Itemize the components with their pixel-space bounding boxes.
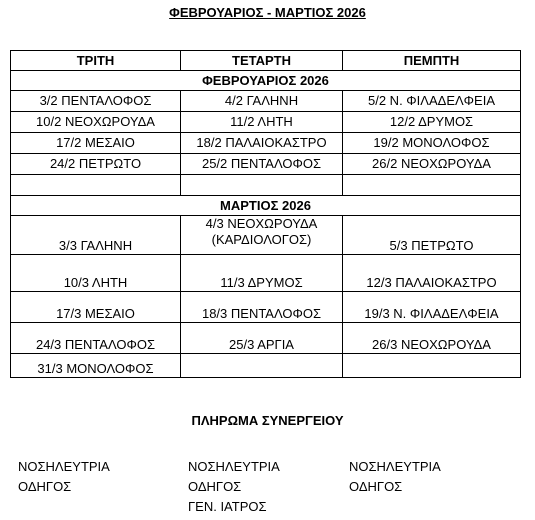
cell-wednesday-note: (ΚΑΡΔΙΟΛΟΓΟΣ) — [211, 232, 312, 247]
cell-thursday: 5/3 ΠΕΤΡΩΤΟ — [343, 216, 521, 255]
cell-wednesday: 11/3 ΔΡΥΜΟΣ — [181, 255, 343, 292]
month-row-march — [11, 196, 521, 216]
cell-tuesday: 17/2 ΜΕΣΑΙΟ — [11, 133, 181, 154]
cell-wednesday: 18/2 ΠΑΛΑΙΟΚΑΣΤΡΟ — [181, 133, 343, 154]
table-row — [11, 323, 521, 354]
cell-tuesday: 24/2 ΠΕΤΡΩΤΟ — [11, 154, 181, 175]
crew-member: ΟΔΗΓΟΣ — [349, 479, 403, 494]
cell-wednesday: 18/3 ΠΕΝΤΑΛΟΦΟΣ — [181, 292, 343, 323]
cell-wednesday: 25/3 ΑΡΓΙΑ — [181, 323, 343, 354]
cell-wednesday: 11/2 ΛΗΤΗ — [181, 112, 343, 133]
month-label-march: ΜΑΡΤΙΟΣ 2026 — [11, 196, 521, 216]
crew-member: ΟΔΗΓΟΣ — [188, 479, 242, 494]
cell-thursday: 5/2 Ν. ΦΙΛΑΔΕΛΦΕΙΑ — [343, 91, 521, 112]
table-row — [11, 292, 521, 323]
cell-tuesday: 10/3 ΛΗΤΗ — [11, 255, 181, 292]
crew-member: ΝΟΣΗΛΕΥΤΡΙΑ — [18, 459, 110, 474]
month-row-february — [11, 71, 521, 91]
cell-wednesday — [181, 175, 343, 196]
table-row — [11, 255, 521, 292]
cell-wednesday-line1: 4/3 ΝΕΟΧΩΡΟΥΔΑ — [205, 216, 318, 231]
schedule-table — [10, 50, 521, 378]
cell-thursday: 26/2 ΝΕΟΧΩΡΟΥΔΑ — [343, 154, 521, 175]
table-row — [11, 112, 521, 133]
crew-member: ΝΟΣΗΛΕΥΤΡΙΑ — [188, 459, 280, 474]
cell-thursday: 19/3 Ν. ΦΙΛΑΔΕΛΦΕΙΑ — [343, 292, 521, 323]
month-label-february: ΦΕΒΡΟΥΑΡΙΟΣ 2026 — [11, 71, 521, 91]
cell-thursday: 19/2 ΜΟΝΟΛΟΦΟΣ — [343, 133, 521, 154]
crew-member: ΓΕΝ. ΙΑΤΡΟΣ — [188, 499, 267, 514]
crew-column-1 — [18, 457, 110, 497]
cell-thursday — [343, 175, 521, 196]
cell-wednesday — [181, 354, 343, 378]
cell-wednesday-multiline — [181, 216, 343, 255]
table-row — [11, 216, 521, 255]
table-row — [11, 133, 521, 154]
cell-tuesday: 17/3 ΜΕΣΑΙΟ — [11, 292, 181, 323]
table-row — [11, 91, 521, 112]
table-row — [11, 354, 521, 378]
document-title: ΦΕΒΡΟΥΑΡΙΟΣ - ΜΑΡΤΙΟΣ 2026 — [169, 5, 366, 20]
cell-thursday: 12/2 ΔΡΥΜΟΣ — [343, 112, 521, 133]
cell-tuesday — [11, 175, 181, 196]
crew-column-3 — [349, 457, 441, 497]
cell-thursday: 26/3 ΝΕΟΧΩΡΟΥΔΑ — [343, 323, 521, 354]
cell-wednesday: 25/2 ΠΕΝΤΑΛΟΦΟΣ — [181, 154, 343, 175]
table-row-empty — [11, 175, 521, 196]
cell-wednesday: 4/2 ΓΑΛΗΝΗ — [181, 91, 343, 112]
cell-tuesday: 24/3 ΠΕΝΤΑΛΟΦΟΣ — [11, 323, 181, 354]
header-wednesday: ΤΕΤΑΡΤΗ — [181, 51, 343, 71]
header-row — [11, 51, 521, 71]
cell-tuesday: 10/2 ΝΕΟΧΩΡΟΥΔΑ — [11, 112, 181, 133]
cell-thursday: 12/3 ΠΑΛΑΙΟΚΑΣΤΡΟ — [343, 255, 521, 292]
header-tuesday: ΤΡΙΤΗ — [11, 51, 181, 71]
crew-column-2 — [188, 457, 280, 517]
header-thursday: ΠΕΜΠΤΗ — [343, 51, 521, 71]
cell-tuesday: 3/2 ΠΕΝΤΑΛΟΦΟΣ — [11, 91, 181, 112]
crew-title: ΠΛΗΡΩΜΑ ΣΥΝΕΡΓΕΙΟΥ — [191, 413, 344, 428]
cell-thursday — [343, 354, 521, 378]
cell-tuesday: 3/3 ΓΑΛΗΝΗ — [11, 216, 181, 255]
crew-member: ΝΟΣΗΛΕΥΤΡΙΑ — [349, 459, 441, 474]
cell-tuesday: 31/3 ΜΟΝΟΛΟΦΟΣ — [11, 354, 181, 378]
table-row — [11, 154, 521, 175]
crew-member: ΟΔΗΓΟΣ — [18, 479, 72, 494]
